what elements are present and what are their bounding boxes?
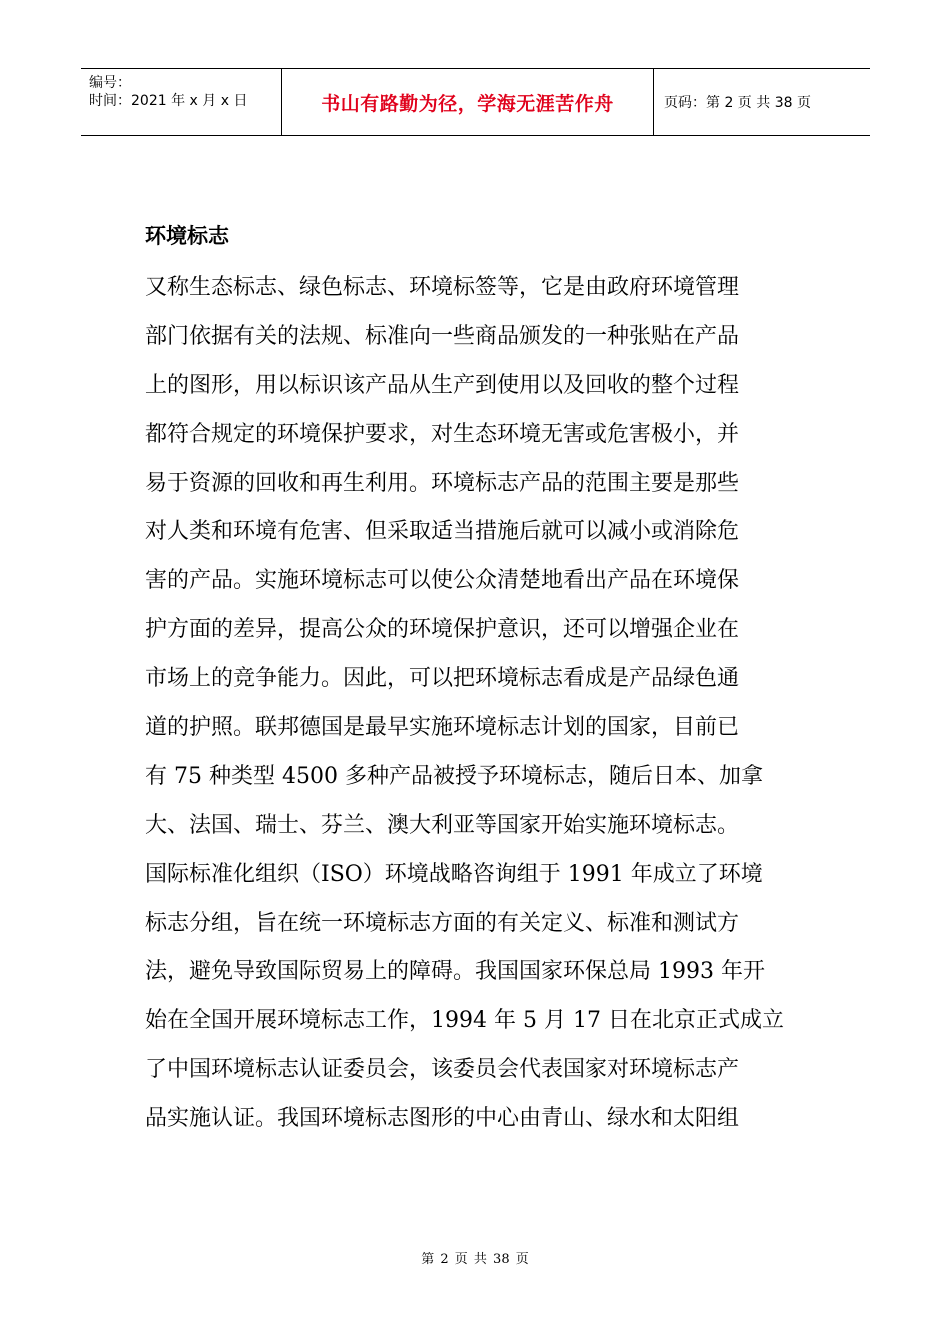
body-line: 品实施认证。我国环境标志图形的中心由青山、绿水和太阳组 xyxy=(145,1106,740,1132)
document-time-label: 时间：2021 年 x 月 x 日 xyxy=(89,93,248,109)
body-line: 又称生态标志、绿色标志、环境标签等，它是由政府环境管理 xyxy=(145,275,740,300)
body-line: 害的产品。实施环境标志可以使公众清楚地看出产品在环境保 xyxy=(145,568,740,594)
body-line: 大、法国、瑞士、芬兰、澳大利亚等国家开始实施环境标志。 xyxy=(145,812,740,838)
body-line: 对人类和环境有危害、但采取适当措施后就可以减小或消除危 xyxy=(145,519,740,545)
document-number-label: 编号： xyxy=(89,75,131,91)
body-line: 始在全国开展环境标志工作，1994 年 5 月 17 日在北京正式成立 xyxy=(145,1008,784,1034)
header-motto: 书山有路勤为径，学海无涯苦作舟 xyxy=(321,92,614,115)
header-motto-cell xyxy=(282,69,654,135)
body-line: 市场上的竞争能力。因此，可以把环境标志看成是产品绿色通 xyxy=(145,666,740,692)
body-line: 护方面的差异，提高公众的环境保护意识，还可以增强企业在 xyxy=(145,617,740,643)
body-line: 法，避免导致国际贸易上的障碍。我国国家环保总局 1993 年开 xyxy=(145,959,765,985)
body-line: 上的图形，用以标识该产品从生产到使用以及回收的整个过程 xyxy=(145,372,740,398)
body-line: 了中国环境标志认证委员会，该委员会代表国家对环境标志产 xyxy=(145,1057,740,1083)
body-line: 道的护照。联邦德国是最早实施环境标志计划的国家，目前已 xyxy=(145,715,740,741)
body-line: 易于资源的回收和再生利用。环境标志产品的范围主要是那些 xyxy=(145,470,740,496)
document-body xyxy=(145,264,815,1144)
page-footer: 第 2 页 共 38 页 xyxy=(421,1252,529,1267)
body-line: 标志分组，旨在统一环境标志方面的有关定义、标准和测试方 xyxy=(145,910,740,936)
page-header xyxy=(81,68,870,136)
body-line: 国际标准化组织（ISO）环境战略咨询组于 1991 年成立了环境 xyxy=(145,861,763,887)
header-page-info: 页码：第 2 页 共 38 页 xyxy=(664,95,811,111)
body-line: 部门依据有关的法规、标准向一些商品颁发的一种张贴在产品 xyxy=(145,323,740,349)
header-meta-cell xyxy=(81,69,282,135)
body-line: 有 75 种类型 4500 多种产品被授予环境标志，随后日本、加拿 xyxy=(145,763,763,789)
document-title: 环境标志 xyxy=(145,224,229,248)
body-line: 都符合规定的环境保护要求，对生态环境无害或危害极小，并 xyxy=(145,421,740,447)
